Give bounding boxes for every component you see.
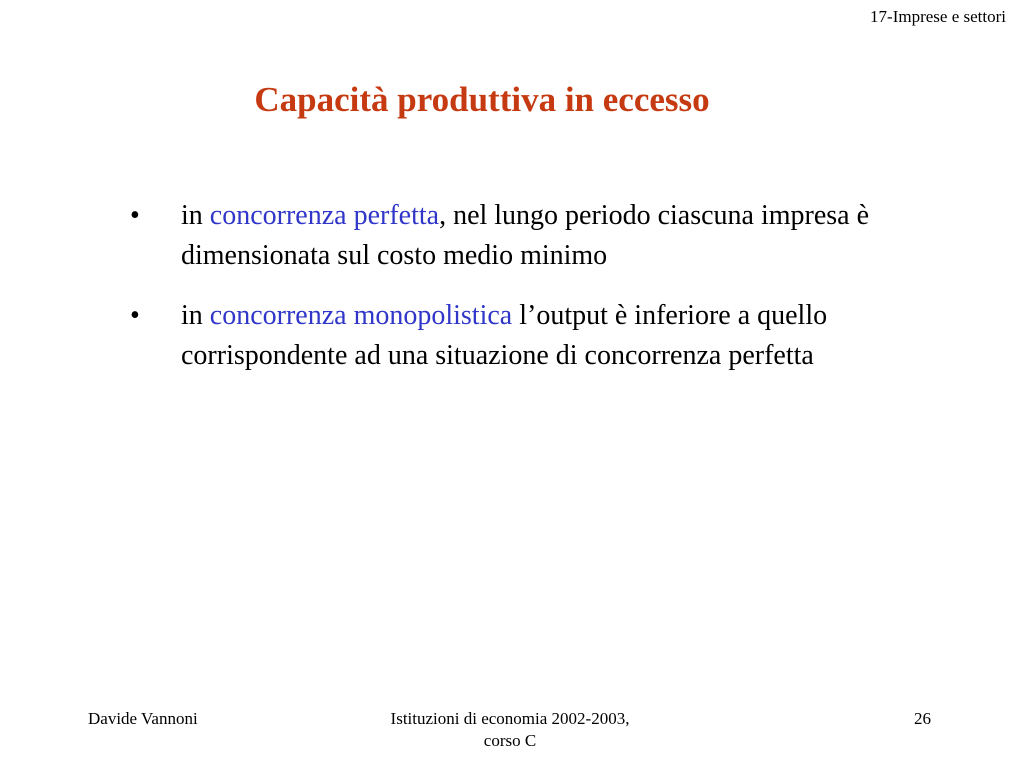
- footer-course-line1: Istituzioni di economia 2002-2003,: [390, 709, 630, 728]
- bullet-text: , nel lungo periodo ciascuna impresa è dimensionata sul costo medio minimo: [181, 200, 870, 271]
- footer-course: [340, 708, 680, 752]
- slide-title: Capacità produttiva in eccesso: [254, 80, 710, 119]
- bullet-list: [130, 196, 900, 396]
- footer-course-line2: corso C: [483, 731, 537, 750]
- highlighted-term: concorrenza monopolistica: [209, 300, 513, 331]
- bullet-item-perfect-competition: [130, 196, 900, 276]
- highlighted-term: concorrenza perfetta: [209, 200, 440, 231]
- bullet-icon: •: [130, 300, 140, 331]
- footer-author: Davide Vannoni: [88, 709, 198, 728]
- bullet-item-monopolistic-competition: [130, 296, 900, 376]
- bullet-prefix: in: [181, 200, 210, 231]
- section-label: 17-Imprese e settori: [870, 7, 1006, 26]
- page-number: 26: [914, 709, 931, 728]
- bullet-icon: •: [130, 200, 140, 231]
- bullet-text: l’output è inferiore a quello corrispondente ad una situazione di concorrenza perfetta: [181, 300, 828, 371]
- bullet-prefix: in: [181, 300, 210, 331]
